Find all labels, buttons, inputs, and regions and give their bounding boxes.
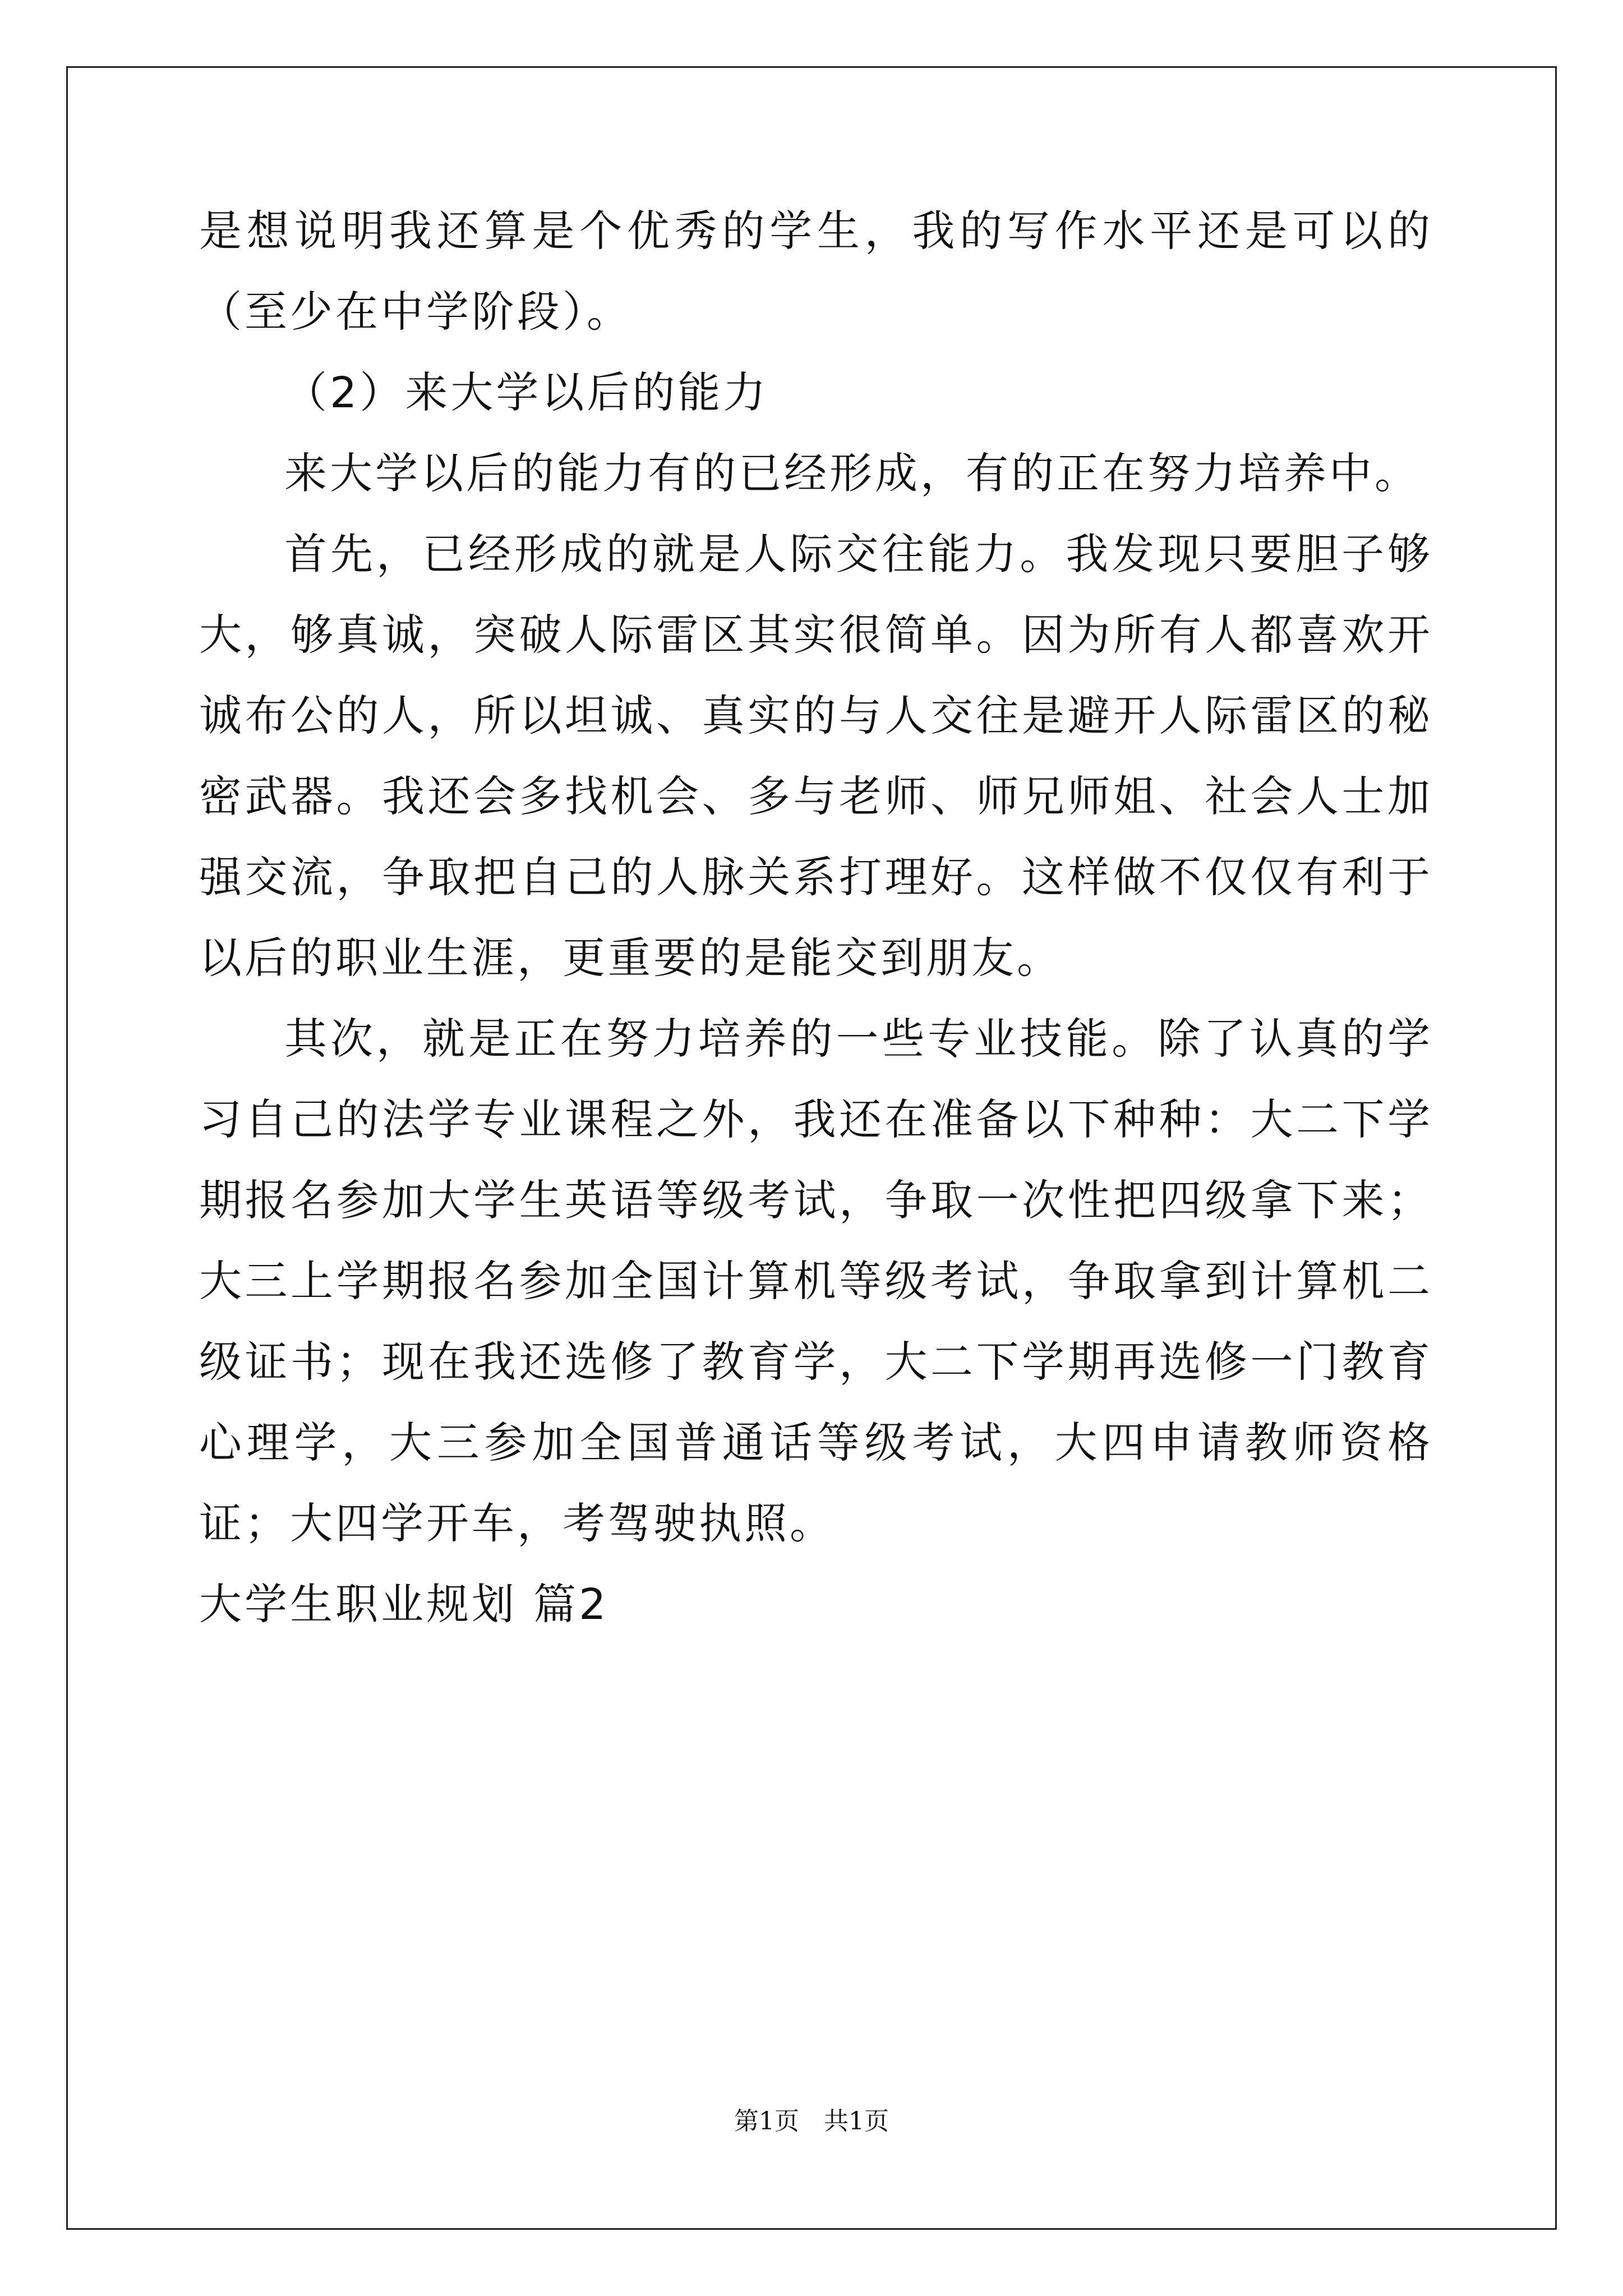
page-footer: 第1页 共1页 <box>734 2107 889 2136</box>
paragraph-3: 来大学以后的能力有的已经形成，有的正在努力培养中。 <box>284 448 1420 498</box>
paragraph-2: （2）来大学以后的能力 <box>284 367 769 417</box>
paragraph-5: 其次，就是正在努力培养的一些专业技能。除了认真的学习自己的法学专业课程之外，我还在准备以下种种：大二下学期报名参加大学生英语等级考试，争取一次性把四级拿下来；大三上学期报名参加全国计算机等级考试，争取拿到计算机二级证书；现在我还选修了教育学，大二下学期再选修一门教育心理学，大三参加全国普通话等级考试，大四申请教师资格证；大四学开车，考驾驶执照。 <box>199 1014 1433 1548</box>
paragraph-1: 是想说明我还算是个优秀的学生，我的写作水平还是可以的（至少在中学阶段）。 <box>199 206 1433 337</box>
document-body <box>199 191 1433 1645</box>
section-heading: 大学生职业规划 篇2 <box>199 1579 609 1629</box>
paragraph-4: 首先，已经形成的就是人际交往能力。我发现只要胆子够大，够真诚，突破人际雷区其实很简单。因为所有人都喜欢开诚布公的人，所以坦诚、真实的与人交往是避开人际雷区的秘密武器。我还会多找机会、多与老师、师兄师姐、社会人士加强交流，争取把自己的人脉关系打理好。这样做不仅仅有利于以后的职业生涯，更重要的是能交到朋友。 <box>199 529 1433 983</box>
